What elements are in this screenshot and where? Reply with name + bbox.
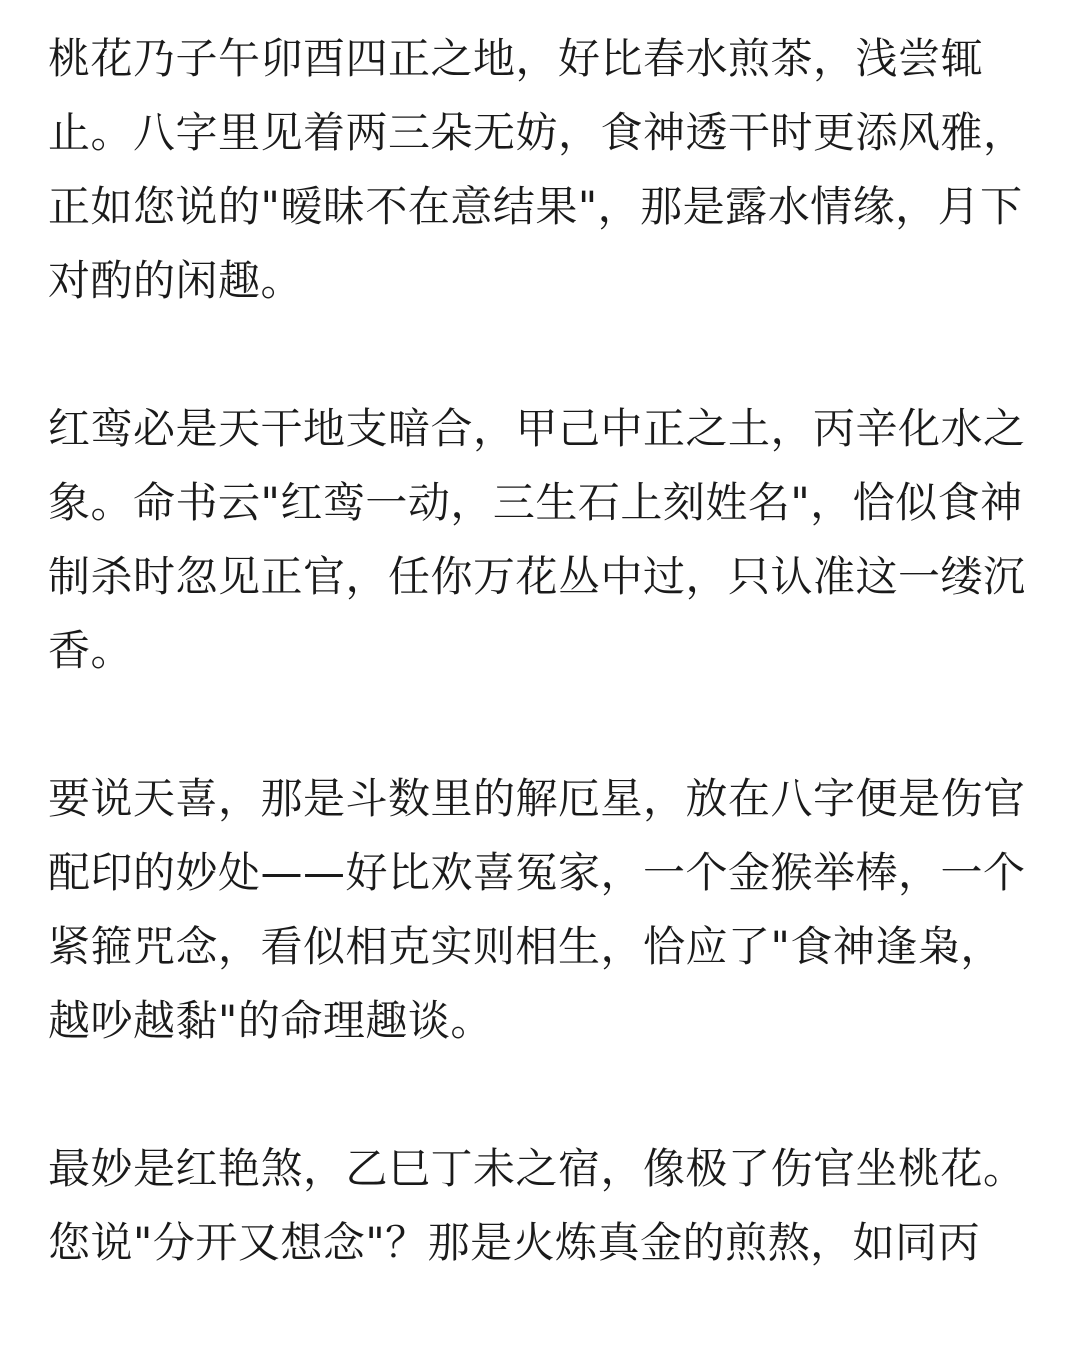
- paragraph-hongluan: 红鸾必是天干地支暗合，甲己中正之土，丙辛化水之象。命书云"红鸾一动，三生石上刻姓名"，恰似食神制杀时忽见正官，任你万花丛中过，只认准这一缕沉香。: [48, 404, 1026, 675]
- article-body: [48, 22, 1038, 1354]
- paragraph-hongyansha: 最妙是红艳煞，乙巳丁未之宿，像极了伤官坐桃花。您说"分开又想念"？那是火炼真金的煎熬，如同丙: [48, 1144, 1026, 1267]
- paragraph-peach-blossom: 桃花乃子午卯酉四正之地，好比春水煎茶，浅尝辄止。八字里见着两三朵无妨，食神透干时更添风雅，正如您说的"暧昧不在意结果"，那是露水情缘，月下对酌的闲趣。: [48, 34, 1026, 305]
- paragraph-tianxi: 要说天喜，那是斗数里的解厄星，放在八字便是伤官配印的妙处——好比欢喜冤家，一个金猴举棒，一个紧箍咒念，看似相克实则相生，恰应了"食神逢枭，越吵越黏"的命理趣谈。: [48, 774, 1026, 1045]
